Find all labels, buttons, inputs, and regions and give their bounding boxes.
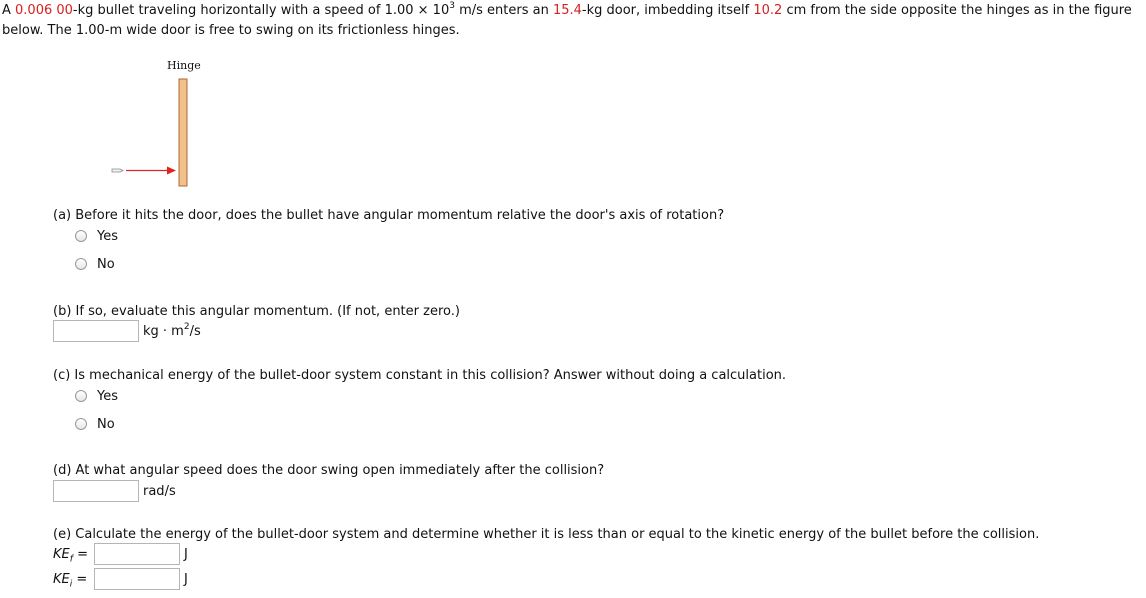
ke-text: KE bbox=[53, 547, 70, 562]
option-label: No bbox=[97, 256, 115, 272]
option-label: Yes bbox=[97, 388, 118, 404]
part-c-question: (c) Is mechanical energy of the bullet-door system constant in this collision? Answer without doing a calculation. bbox=[53, 368, 787, 383]
problem-text: A bbox=[2, 3, 16, 18]
part-b-answer-input[interactable] bbox=[53, 320, 139, 342]
problem-text: m/s enters an bbox=[454, 3, 553, 18]
equals-sign: = bbox=[77, 547, 88, 562]
kef-unit: J bbox=[184, 547, 188, 562]
kef-label bbox=[53, 547, 88, 565]
part-b-question: (b) If so, evaluate this angular momentum. (If not, enter zero.) bbox=[53, 304, 460, 319]
speed-exponent: 3 bbox=[449, 0, 455, 11]
door-figure bbox=[105, 58, 215, 193]
ke-subscript: f bbox=[69, 554, 73, 565]
ke-text: KE bbox=[53, 572, 70, 587]
part-b-unit bbox=[143, 321, 201, 339]
part-a-question: (a) Before it hits the door, does the bullet have angular momentum relative the door's axis of rotation? bbox=[53, 208, 725, 223]
part-c-option-yes[interactable] bbox=[75, 388, 118, 404]
kei-unit: J bbox=[184, 572, 188, 587]
kef-input[interactable] bbox=[94, 543, 180, 565]
option-label: Yes bbox=[97, 228, 118, 244]
radio-button[interactable] bbox=[75, 230, 87, 242]
unit-text: kg · m bbox=[143, 324, 184, 339]
bullet-mass-value: 0.006 00 bbox=[15, 3, 73, 18]
part-d-answer-input[interactable] bbox=[53, 480, 139, 502]
kei-label bbox=[53, 572, 88, 590]
bullet-icon bbox=[112, 169, 123, 172]
part-e-question: (e) Calculate the energy of the bullet-door system and determine whether it is less than or equal to the kinetic energy of the bullet before the collision. bbox=[53, 527, 1040, 542]
option-label: No bbox=[97, 416, 115, 432]
part-c-option-no[interactable] bbox=[75, 416, 115, 432]
problem-statement-line1 bbox=[2, 0, 1132, 18]
problem-text: -kg bullet traveling horizontally with a speed of 1.00 × 10 bbox=[72, 3, 450, 18]
door-mass-value: 15.4 bbox=[552, 3, 582, 18]
unit-text: /s bbox=[189, 324, 201, 339]
problem-text: cm from the side opposite the hinges as in the figure bbox=[782, 3, 1132, 18]
velocity-arrow-head bbox=[167, 167, 176, 175]
door-diagram bbox=[105, 58, 215, 193]
equals-sign: = bbox=[76, 572, 88, 587]
part-a-option-no[interactable] bbox=[75, 256, 115, 272]
problem-statement-line2: below. The 1.00-m wide door is free to swing on its frictionless hinges. bbox=[2, 23, 460, 38]
door-panel bbox=[179, 79, 187, 186]
radio-button[interactable] bbox=[75, 258, 87, 270]
kei-input[interactable] bbox=[94, 568, 180, 590]
part-d-question: (d) At what angular speed does the door swing open immediately after the collision? bbox=[53, 463, 605, 478]
radio-button[interactable] bbox=[75, 418, 87, 430]
embed-distance-value: 10.2 bbox=[753, 3, 783, 18]
radio-button[interactable] bbox=[75, 390, 87, 402]
ke-subscript: i bbox=[69, 579, 73, 590]
unit-exponent: 2 bbox=[183, 321, 190, 332]
part-d-unit: rad/s bbox=[143, 484, 176, 499]
problem-text: -kg door, imbedding itself bbox=[581, 3, 754, 18]
part-a-option-yes[interactable] bbox=[75, 228, 118, 244]
hinge-label: Hinge bbox=[167, 59, 201, 72]
